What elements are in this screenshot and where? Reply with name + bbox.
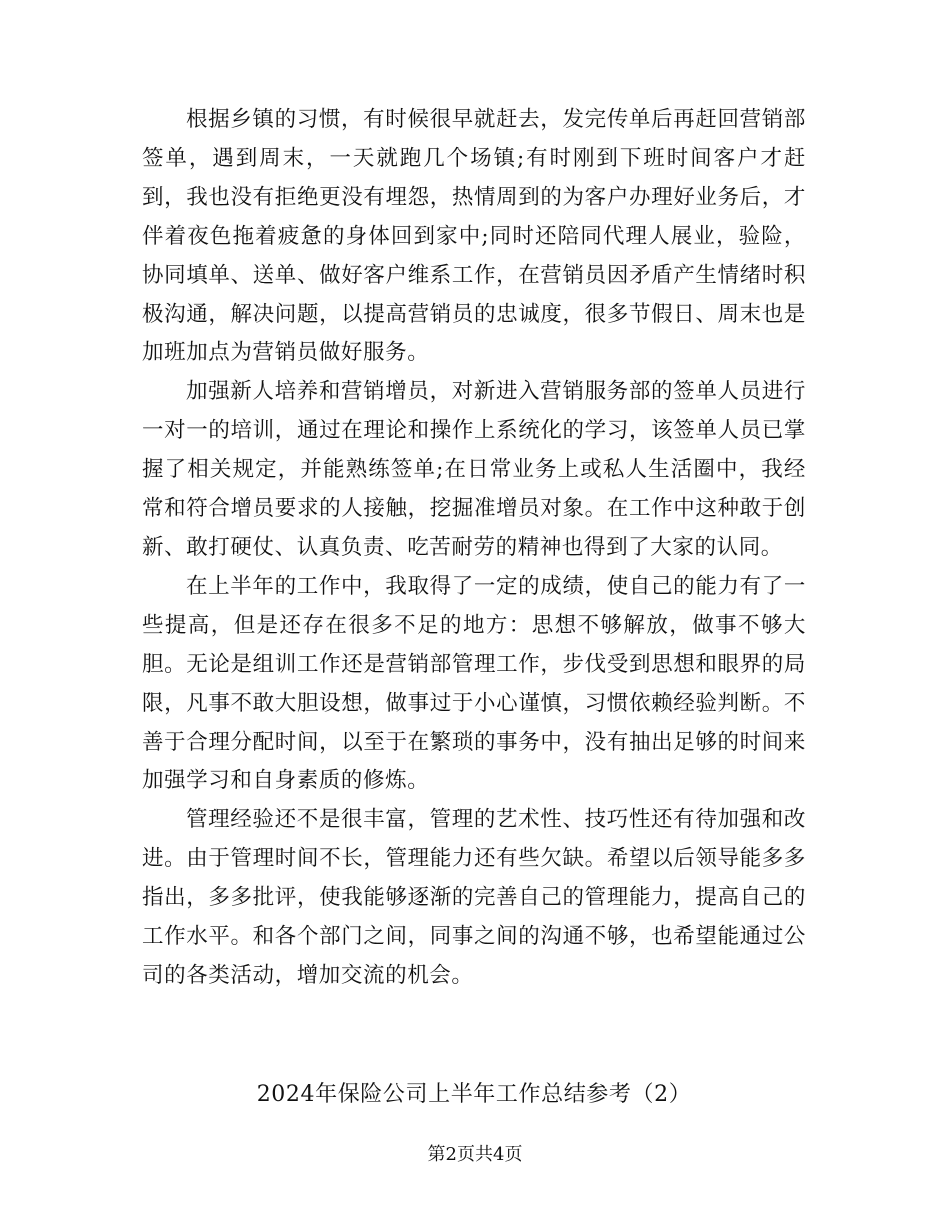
paragraph-1: 根据乡镇的习惯，有时候很早就赶去，发完传单后再赶回营销部签单，遇到周末，一天就跑几个场镇;有时刚到下班时间客户才赶到，我也没有拒绝更没有埋怨，热情周到的为客户办理好业务后，才伴着夜色拖着疲惫的身体回到家中;同时还陪同代理人展业，验险，协同填单、送单、做好客户维系工作，在营销员因矛盾产生情绪时积极沟通，解决问题，以提高营销员的忠诚度，很多节假日、周末也是加班加点为营销员做好服务。 bbox=[142, 107, 806, 366]
paragraph-4: 管理经验还不是很丰富，管理的艺术性、技巧性还有待加强和改进。由于管理时间不长，管理能力还有些欠缺。希望以后领导能多多指出，多多批评，使我能够逐渐的完善自己的管理能力，提高自己的工作水平。和各个部门之间，同事之间的沟通不够，也希望能通过公司的各类活动，增加交流的机会。 bbox=[142, 807, 806, 988]
document-body bbox=[142, 101, 806, 996]
paragraph-2: 加强新人培养和营销增员，对新进入营销服务部的签单人员进行一对一的培训，通过在理论和操作上系统化的学习，该签单人员已掌握了相关规定，并能熟练签单;在日常业务上或私人生活圈中，我经常和符合增员要求的人接触，挖掘准增员对象。在工作中这种敢于创新、敢打硬仗、认真负责、吃苦耐劳的精神也得到了大家的认同。 bbox=[142, 379, 806, 560]
section-title: 2024年保险公司上半年工作总结参考（2） bbox=[256, 1082, 692, 1107]
page-footer: 第2页共4页 bbox=[427, 1144, 523, 1165]
paragraph-3: 在上半年的工作中，我取得了一定的成绩，使自己的能力有了一些提高，但是还存在很多不足的地方：思想不够解放，做事不够大胆。无论是组训工作还是营销部管理工作，步伐受到思想和眼界的局限，凡事不敢大胆设想，做事过于小心谨慎，习惯依赖经验判断。不善于合理分配时间，以至于在繁琐的事务中，没有抽出足够的时间来加强学习和自身素质的修炼。 bbox=[142, 573, 806, 794]
